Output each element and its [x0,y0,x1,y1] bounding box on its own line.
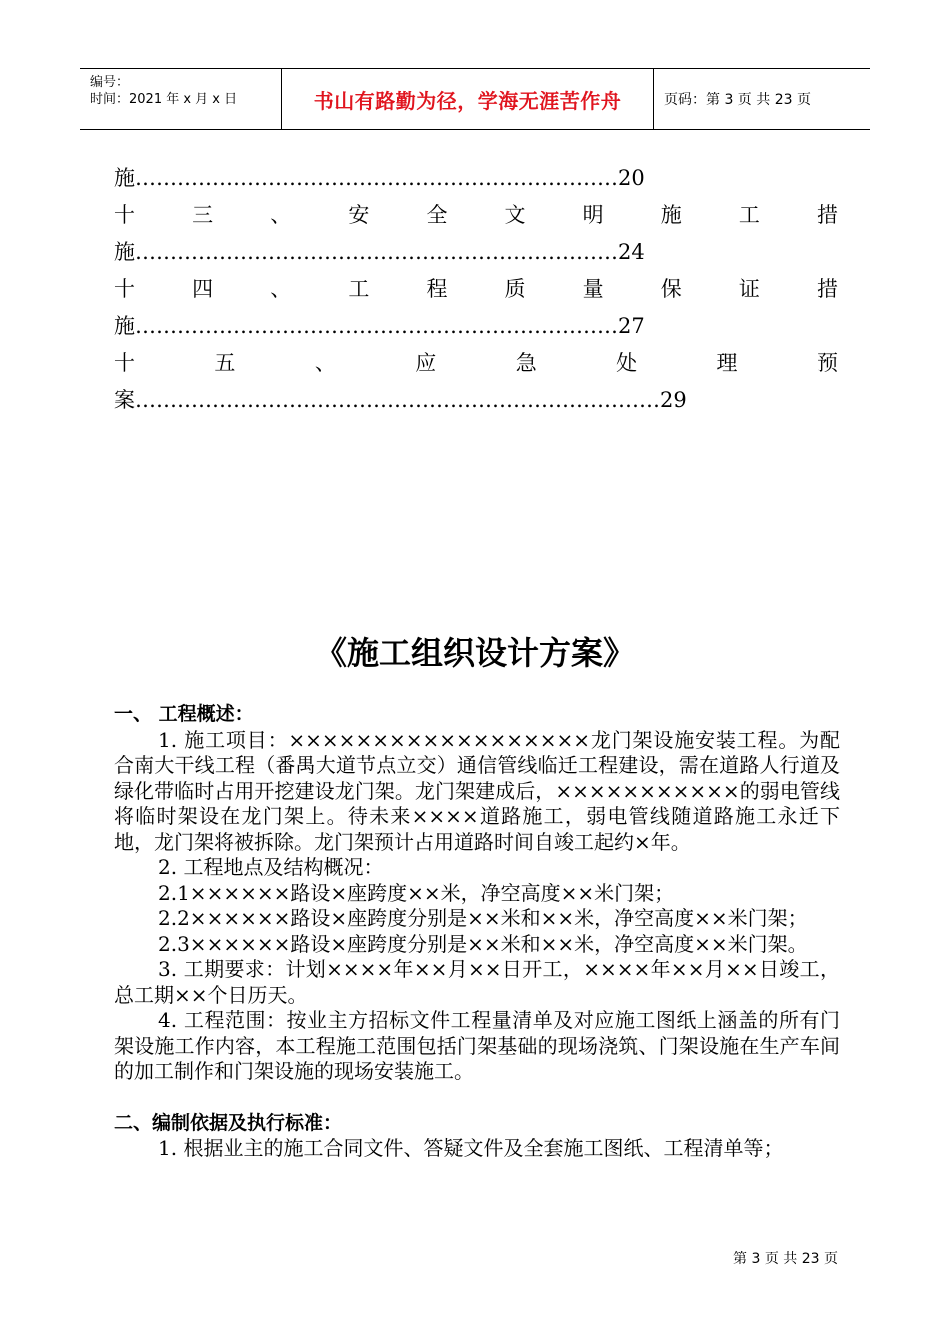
toc-char: 、 [270,277,292,301]
toc-leader: ………………………………………………………………… [135,388,660,412]
toc-char: 程 [426,277,448,301]
document-title: 《施工组织设计方案》 [314,634,635,672]
toc-page-number: 27 [618,314,645,338]
toc-char: 处 [616,351,638,375]
number-label: 编号： [90,75,130,90]
table-of-contents [114,160,838,419]
paragraph: 1. 施工项目：××××××××××××××××××龙门架设施安装工程。为配合南大干线工程（番禺大道节点立交）通信管线临迁工程建设，需在道路人行道及绿化带临时占用开挖建设龙门架。龙门架建成后，×××××××××××的弱电管线将临时架设在龙门架上。待未来××××道路施工，弱电管线随道路施工永迁下地，龙门架将被拆除。龙门架预计占用道路时间自竣工起约×年。 [114,727,840,854]
toc-text: 施 [114,314,135,338]
toc-leader: …………………………………………………………… [135,240,618,264]
toc-entry-title [114,197,838,234]
paragraph: 3. 工期要求：计划××××年××月××日开工，××××年××月××日竣工，总工期××个日历天。 [114,957,840,1007]
paragraph: 1. 根据业主的施工合同文件、答疑文件及全套施工图纸、工程清单等； [158,1136,784,1160]
toc-text: 施 [114,240,135,264]
toc-char: 施 [660,203,682,227]
toc-char: 保 [660,277,682,301]
toc-char: 文 [504,203,526,227]
paragraph: 2.3××××××路设×座跨度分别是××米和××米，净空高度××米门架。 [158,931,808,956]
toc-char: 四 [192,277,214,301]
toc-leader: …………………………………………………………… [135,166,618,190]
toc-char: 应 [415,351,437,375]
header-page-info: 页码：第 3 页 共 23 页 [664,92,811,108]
toc-entry-cont [114,160,838,197]
header-meta [80,69,282,129]
toc-entry-title [114,271,838,308]
toc-text: 施 [114,166,135,190]
toc-char: 全 [426,203,448,227]
toc-page-number: 20 [618,166,645,190]
toc-entry-cont [114,308,838,345]
toc-entry-cont [114,234,838,271]
toc-page-number: 24 [618,240,645,264]
toc-char: 、 [314,351,336,375]
toc-char: 明 [582,203,604,227]
paragraph: 4. 工程范围：按业主方招标文件工程量清单及对应施工图纸上涵盖的所有门架设施工作内容，本工程施工范围包括门架基础的现场浇筑、门架设施在生产车间的加工制作和门架设施的现场安装施工。 [114,1008,840,1083]
toc-entry-cont [114,382,838,419]
spacer [114,1085,840,1111]
toc-char: 、 [270,203,292,227]
time-label: 时间：2021 年 x 月 x 日 [90,92,238,107]
toc-entry-title [114,345,838,382]
section-heading: 二、编制依据及执行标准： [114,1111,343,1134]
toc-page-number: 29 [660,388,687,412]
toc-char: 五 [214,351,236,375]
toc-char: 急 [515,351,537,375]
toc-text: 案 [114,388,135,412]
toc-char: 量 [582,277,604,301]
toc-char: 三 [192,203,214,227]
toc-char: 工 [348,277,370,301]
page-footer: 第 3 页 共 23 页 [733,1251,838,1267]
page-header [80,68,870,130]
toc-char: 十 [114,277,135,301]
toc-char: 理 [716,351,738,375]
toc-char: 十 [114,351,135,375]
paragraph: 2. 工程地点及结构概况： [158,855,384,879]
paragraph: 2.1××××××路设×座跨度××米，净空高度××米门架； [158,880,675,905]
toc-char: 措 [816,203,838,227]
toc-char: 安 [348,203,370,227]
toc-char: 证 [738,277,760,301]
toc-char: 预 [816,351,838,375]
toc-leader: …………………………………………………………… [135,314,618,338]
toc-char: 质 [504,277,526,301]
toc-char: 十 [114,203,135,227]
paragraph: 2.2××××××路设×座跨度分别是××米和××米，净空高度××米门架； [158,906,808,930]
document-body [114,702,840,1162]
toc-char: 工 [738,203,760,227]
section-heading: 一、 工程概述： [114,703,254,725]
toc-char: 措 [816,277,838,301]
header-motto: 书山有路勤为径，学海无涯苦作舟 [282,69,654,129]
